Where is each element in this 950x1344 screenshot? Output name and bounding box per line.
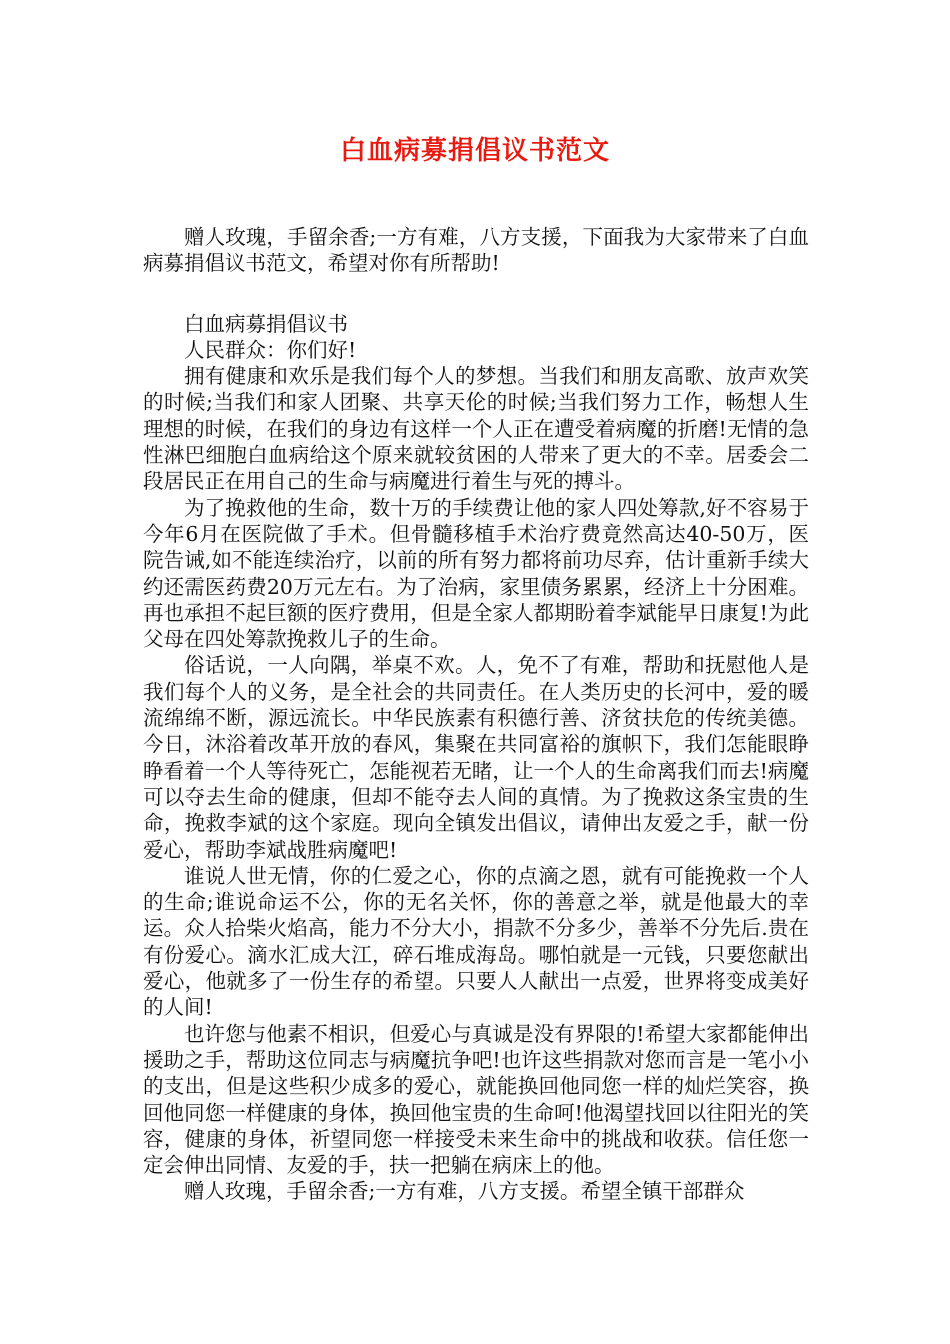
intro-paragraph: 赠人玫瑰，手留余香;一方有难，八方支援，下面我为大家带来了白血病募捐倡议书范文，希望对你有所帮助! [143,225,809,276]
body-paragraph: 谁说人世无情，你的仁爱之心，你的点滴之恩，就有可能挽救一个人的生命;谁说命运不公，你的无名关怀，你的善意之举，就是他最大的幸运。众人拾柴火焰高，能力不分大小，捐款不分多少，善举不分先后.贵在有份爱心。滴水汇成大江，碎石堆成海岛。哪怕就是一元钱，只要您献出爱心，他就多了一份生存的希望。只要人人献出一点爱，世界将变成美好的人间! [143,863,809,1020]
body-paragraph: 拥有健康和欢乐是我们每个人的梦想。当我们和朋友高歌、放声欢笑的时候;当我们和家人团聚、共享天伦的时候;当我们努力工作，畅想人生理想的时候，在我们的身边有这样一个人正在遭受着病魔的折磨!无情的急性淋巴细胞白血病给这个原来就较贫困的人带来了更大的不幸。居委会二段居民正在用自己的生命与病魔进行着生与死的搏斗。 [143,364,809,494]
body-paragraph: 为了挽救他的生命，数十万的手续费让他的家人四处筹款,好不容易于今年6月在医院做了手术。但骨髓移植手术治疗费竟然高达40-50万，医院告诫,如不能连续治疗，以前的所有努力都将前功尽弃，估计重新手续大约还需医药费20万元左右。为了治病，家里债务累累，经济上十分困难。再也承担不起巨额的医疗费用，但是全家人都期盼着李斌能早日康复!为此父母在四处筹款挽救儿子的生命。 [143,495,809,652]
document-title: 白血病募捐倡议书范文 [339,136,610,166]
paragraph-gap [143,277,809,311]
salutation: 人民群众：你们好! [184,337,357,362]
body-paragraph: 也许您与他素不相识，但爱心与真诚是没有界限的!希望大家都能伸出援助之手，帮助这位同志与病魔抗争吧!也许这些捐款对您而言是一笔小小的支出，但是这些积少成多的爱心，就能换回他同您一样的灿烂笑容，换回他同您一样健康的身体，换回他宝贵的生命呵!他渴望找回以往阳光的笑容，健康的身体，祈望同您一样接受未来生命中的挑战和收获。信任您一定会伸出同情、友爱的手，扶一把躺在病床上的他。 [143,1021,809,1178]
body-paragraph: 俗话说，一人向隅，举桌不欢。人，免不了有难，帮助和抚慰他人是我们每个人的义务，是全社会的共同责任。在人类历史的长河中，爱的暖流绵绵不断，源远流长。中华民族素有积德行善、济贫扶危的传统美德。今日，沐浴着改革开放的春风，集聚在共同富裕的旗帜下，我们怎能眼睁睁看着一个人等待死亡，怎能视若无睹，让一个人的生命离我们而去!病魔可以夺去生命的健康，但却不能夺去人间的真情。为了挽救这条宝贵的生命，挽救李斌的这个家庭。现向全镇发出倡议，请伸出友爱之手，献一份爱心，帮助李斌战胜病魔吧! [143,653,809,862]
document-body [143,224,809,1205]
letter-title: 白血病募捐倡议书 [184,311,348,336]
body-paragraph: 赠人玫瑰，手留余香;一方有难，八方支援。希望全镇干部群众 [184,1179,745,1204]
